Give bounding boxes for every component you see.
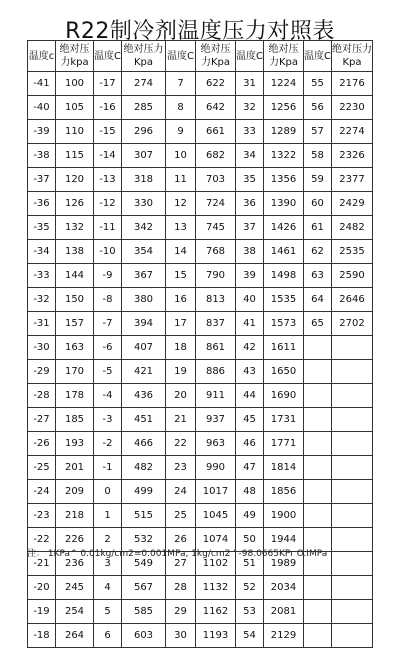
- pressure-cell: 185: [56, 408, 94, 432]
- pressure-cell: 2176: [332, 72, 373, 96]
- temperature-cell: 37: [236, 216, 264, 240]
- temperature-cell: -36: [28, 192, 56, 216]
- pressure-cell: 2081: [264, 600, 304, 624]
- pressure-cell: 367: [122, 264, 166, 288]
- temperature-cell: -25: [28, 456, 56, 480]
- temperature-cell: -2: [94, 432, 122, 456]
- pressure-cell: 150: [56, 288, 94, 312]
- pressure-cell: 254: [56, 600, 94, 624]
- pressure-cell: [332, 504, 373, 528]
- header-temperature: 温度C: [166, 41, 196, 72]
- temperature-cell: 60: [304, 192, 332, 216]
- table-row: [28, 264, 373, 288]
- pressure-cell: 296: [122, 120, 166, 144]
- pressure-cell: 790: [196, 264, 236, 288]
- temperature-cell: 35: [236, 168, 264, 192]
- header-temperature: 温度C: [236, 41, 264, 72]
- pressure-cell: 937: [196, 408, 236, 432]
- temperature-cell: 4: [94, 576, 122, 600]
- pressure-cell: 226: [56, 528, 94, 552]
- temperature-cell: -29: [28, 360, 56, 384]
- temperature-cell: -11: [94, 216, 122, 240]
- table-row: [28, 288, 373, 312]
- temperature-cell: -27: [28, 408, 56, 432]
- header-temperature: 温度C: [304, 41, 332, 72]
- pressure-cell: 193: [56, 432, 94, 456]
- pressure-cell: 1132: [196, 576, 236, 600]
- temperature-cell: -41: [28, 72, 56, 96]
- footnote: 注： 1KPa^ 0.01kg/cm2=0.001MPa, 1kg/cm2 ' -98.0665KPr O.IMPa: [27, 549, 328, 559]
- pressure-cell: 2129: [264, 624, 304, 648]
- pressure-cell: 911: [196, 384, 236, 408]
- table-row: [28, 432, 373, 456]
- pressure-cell: [332, 408, 373, 432]
- pressure-cell: 285: [122, 96, 166, 120]
- pressure-cell: 1162: [196, 600, 236, 624]
- temperature-cell: [304, 600, 332, 624]
- pressure-cell: 1102: [196, 552, 236, 576]
- temperature-cell: 15: [166, 264, 196, 288]
- pressure-cell: 100: [56, 72, 94, 96]
- temperature-cell: 62: [304, 240, 332, 264]
- pressure-cell: 2429: [332, 192, 373, 216]
- pressure-cell: 661: [196, 120, 236, 144]
- table-row: [28, 576, 373, 600]
- temperature-cell: 53: [236, 600, 264, 624]
- table-header: [28, 41, 373, 72]
- temperature-cell: 8: [166, 96, 196, 120]
- pressure-cell: 209: [56, 480, 94, 504]
- temperature-cell: -35: [28, 216, 56, 240]
- pressure-cell: 2646: [332, 288, 373, 312]
- temperature-cell: -13: [94, 168, 122, 192]
- header-absolute-pressure: 绝对压力Kpa: [332, 41, 373, 72]
- pressure-cell: 2377: [332, 168, 373, 192]
- temperature-cell: 57: [304, 120, 332, 144]
- pressure-cell: 963: [196, 432, 236, 456]
- pressure-cell: 2034: [264, 576, 304, 600]
- temperature-cell: 33: [236, 120, 264, 144]
- temperature-cell: 63: [304, 264, 332, 288]
- temperature-cell: -21: [28, 552, 56, 576]
- temperature-cell: -5: [94, 360, 122, 384]
- pressure-cell: 703: [196, 168, 236, 192]
- temperature-cell: -12: [94, 192, 122, 216]
- pressure-cell: 1461: [264, 240, 304, 264]
- temperature-cell: 31: [236, 72, 264, 96]
- temperature-cell: 40: [236, 288, 264, 312]
- pressure-cell: 861: [196, 336, 236, 360]
- pressure-cell: 499: [122, 480, 166, 504]
- temperature-cell: 10: [166, 144, 196, 168]
- pressure-cell: 178: [56, 384, 94, 408]
- temperature-cell: 27: [166, 552, 196, 576]
- temperature-cell: -38: [28, 144, 56, 168]
- temperature-cell: -28: [28, 384, 56, 408]
- temperature-cell: 20: [166, 384, 196, 408]
- table-row: [28, 312, 373, 336]
- pressure-cell: 1322: [264, 144, 304, 168]
- temperature-cell: 45: [236, 408, 264, 432]
- pressure-cell: 318: [122, 168, 166, 192]
- pressure-cell: 132: [56, 216, 94, 240]
- temperature-cell: -10: [94, 240, 122, 264]
- pressure-cell: 2482: [332, 216, 373, 240]
- temperature-cell: 19: [166, 360, 196, 384]
- pressure-cell: 1356: [264, 168, 304, 192]
- temperature-cell: -39: [28, 120, 56, 144]
- table-row: [28, 240, 373, 264]
- pressure-cell: [332, 336, 373, 360]
- pressure-cell: 1193: [196, 624, 236, 648]
- pressure-cell: [332, 576, 373, 600]
- header-absolute-pressure: 绝对压力kpa: [56, 41, 94, 72]
- pressure-cell: [332, 432, 373, 456]
- temperature-cell: 44: [236, 384, 264, 408]
- temperature-cell: 56: [304, 96, 332, 120]
- pressure-cell: [332, 384, 373, 408]
- pressure-cell: 274: [122, 72, 166, 96]
- pressure-cell: 421: [122, 360, 166, 384]
- pressure-cell: 603: [122, 624, 166, 648]
- temperature-cell: 1: [94, 504, 122, 528]
- pressure-cell: 436: [122, 384, 166, 408]
- temperature-cell: -3: [94, 408, 122, 432]
- temperature-cell: 6: [94, 624, 122, 648]
- pressure-cell: 1944: [264, 528, 304, 552]
- pressure-cell: 2535: [332, 240, 373, 264]
- pressure-cell: 126: [56, 192, 94, 216]
- pressure-cell: 1289: [264, 120, 304, 144]
- pressure-cell: 515: [122, 504, 166, 528]
- temperature-cell: 64: [304, 288, 332, 312]
- pressure-cell: 886: [196, 360, 236, 384]
- table-row: [28, 216, 373, 240]
- pressure-cell: 218: [56, 504, 94, 528]
- temperature-cell: 46: [236, 432, 264, 456]
- pressure-cell: 170: [56, 360, 94, 384]
- pressure-cell: 407: [122, 336, 166, 360]
- temperature-cell: 59: [304, 168, 332, 192]
- temperature-cell: 2: [94, 528, 122, 552]
- temperature-cell: [304, 408, 332, 432]
- temperature-cell: -30: [28, 336, 56, 360]
- temperature-cell: 17: [166, 312, 196, 336]
- temperature-cell: -31: [28, 312, 56, 336]
- pressure-cell: 2590: [332, 264, 373, 288]
- header-absolute-pressure: 绝对压力Kpa: [264, 41, 304, 72]
- pressure-cell: 115: [56, 144, 94, 168]
- temperature-cell: -33: [28, 264, 56, 288]
- pressure-cell: 138: [56, 240, 94, 264]
- temperature-cell: [304, 504, 332, 528]
- temperature-cell: 28: [166, 576, 196, 600]
- temperature-cell: [304, 360, 332, 384]
- temperature-cell: 3: [94, 552, 122, 576]
- pressure-cell: 1573: [264, 312, 304, 336]
- temperature-cell: 25: [166, 504, 196, 528]
- temperature-cell: 23: [166, 456, 196, 480]
- table-row: [28, 408, 373, 432]
- temperature-cell: 55: [304, 72, 332, 96]
- pressure-cell: 585: [122, 600, 166, 624]
- temperature-cell: -15: [94, 120, 122, 144]
- temperature-cell: -22: [28, 528, 56, 552]
- pressure-cell: 1690: [264, 384, 304, 408]
- temperature-cell: 14: [166, 240, 196, 264]
- pressure-cell: 1498: [264, 264, 304, 288]
- temperature-cell: 34: [236, 144, 264, 168]
- pressure-cell: 1814: [264, 456, 304, 480]
- table-body: [28, 72, 373, 648]
- temperature-cell: [304, 384, 332, 408]
- pressure-cell: 837: [196, 312, 236, 336]
- pressure-cell: 532: [122, 528, 166, 552]
- pressure-cell: 307: [122, 144, 166, 168]
- table-row: [28, 168, 373, 192]
- temperature-cell: 48: [236, 480, 264, 504]
- table-row: [28, 624, 373, 648]
- pressure-cell: 105: [56, 96, 94, 120]
- pressure-cell: [332, 480, 373, 504]
- temperature-cell: 26: [166, 528, 196, 552]
- temperature-cell: 0: [94, 480, 122, 504]
- table-row: [28, 192, 373, 216]
- temperature-cell: -32: [28, 288, 56, 312]
- pressure-cell: 1045: [196, 504, 236, 528]
- temperature-cell: [304, 480, 332, 504]
- pressure-cell: 354: [122, 240, 166, 264]
- pressure-cell: 2274: [332, 120, 373, 144]
- pressure-cell: 1731: [264, 408, 304, 432]
- temperature-cell: -20: [28, 576, 56, 600]
- temperature-cell: [304, 336, 332, 360]
- temperature-cell: 47: [236, 456, 264, 480]
- table-row: [28, 600, 373, 624]
- temperature-cell: [304, 456, 332, 480]
- temperature-cell: 61: [304, 216, 332, 240]
- pressure-cell: 2702: [332, 312, 373, 336]
- pressure-cell: 2326: [332, 144, 373, 168]
- temperature-cell: -17: [94, 72, 122, 96]
- pressure-cell: 1256: [264, 96, 304, 120]
- pressure-cell: 813: [196, 288, 236, 312]
- pressure-cell: 724: [196, 192, 236, 216]
- pressure-cell: 394: [122, 312, 166, 336]
- pressure-cell: 236: [56, 552, 94, 576]
- pressure-cell: 622: [196, 72, 236, 96]
- pressure-cell: 642: [196, 96, 236, 120]
- pressure-cell: 466: [122, 432, 166, 456]
- pressure-cell: 144: [56, 264, 94, 288]
- temperature-cell: 22: [166, 432, 196, 456]
- pressure-cell: 1900: [264, 504, 304, 528]
- temperature-cell: -6: [94, 336, 122, 360]
- temperature-cell: -4: [94, 384, 122, 408]
- pressure-cell: 163: [56, 336, 94, 360]
- table-row: [28, 480, 373, 504]
- temperature-cell: -26: [28, 432, 56, 456]
- temperature-cell: 7: [166, 72, 196, 96]
- pressure-cell: 1650: [264, 360, 304, 384]
- temperature-cell: 12: [166, 192, 196, 216]
- pressure-cell: 745: [196, 216, 236, 240]
- pressure-cell: 264: [56, 624, 94, 648]
- pressure-cell: 682: [196, 144, 236, 168]
- pressure-cell: 1989: [264, 552, 304, 576]
- header-temperature: 温度C: [94, 41, 122, 72]
- pressure-cell: 201: [56, 456, 94, 480]
- pressure-cell: [332, 360, 373, 384]
- pressure-cell: 549: [122, 552, 166, 576]
- temperature-cell: 21: [166, 408, 196, 432]
- temperature-cell: 32: [236, 96, 264, 120]
- temperature-cell: 29: [166, 600, 196, 624]
- pressure-cell: 245: [56, 576, 94, 600]
- table-row: [28, 384, 373, 408]
- header-absolute-pressure: 绝对压力Kpa: [196, 41, 236, 72]
- table-row: [28, 504, 373, 528]
- temperature-cell: -1: [94, 456, 122, 480]
- pressure-cell: 567: [122, 576, 166, 600]
- pressure-cell: 1856: [264, 480, 304, 504]
- temperature-cell: 24: [166, 480, 196, 504]
- temperature-cell: [304, 432, 332, 456]
- table-row: [28, 456, 373, 480]
- temperature-cell: -18: [28, 624, 56, 648]
- temperature-cell: 11: [166, 168, 196, 192]
- table-row: [28, 360, 373, 384]
- temperature-cell: 36: [236, 192, 264, 216]
- temperature-cell: 65: [304, 312, 332, 336]
- table-row: [28, 72, 373, 96]
- pressure-cell: 1017: [196, 480, 236, 504]
- pressure-cell: [332, 600, 373, 624]
- temperature-cell: -19: [28, 600, 56, 624]
- pressure-cell: 1426: [264, 216, 304, 240]
- pressure-cell: 1074: [196, 528, 236, 552]
- temperature-cell: 54: [236, 624, 264, 648]
- temperature-cell: -16: [94, 96, 122, 120]
- page-title: R22制冷剂温度压力对照表: [65, 19, 335, 44]
- temperature-cell: -34: [28, 240, 56, 264]
- temperature-cell: 30: [166, 624, 196, 648]
- temperature-cell: 43: [236, 360, 264, 384]
- temperature-cell: -23: [28, 504, 56, 528]
- pressure-cell: 768: [196, 240, 236, 264]
- temperature-cell: 5: [94, 600, 122, 624]
- temperature-cell: -37: [28, 168, 56, 192]
- pressure-cell: 2230: [332, 96, 373, 120]
- pressure-cell: 110: [56, 120, 94, 144]
- temperature-cell: -14: [94, 144, 122, 168]
- temperature-cell: 52: [236, 576, 264, 600]
- temperature-cell: -7: [94, 312, 122, 336]
- pressure-cell: 451: [122, 408, 166, 432]
- temperature-cell: 50: [236, 528, 264, 552]
- temperature-cell: -9: [94, 264, 122, 288]
- table-row: [28, 96, 373, 120]
- pressure-cell: 1390: [264, 192, 304, 216]
- pressure-cell: [332, 624, 373, 648]
- pressure-cell: 1611: [264, 336, 304, 360]
- pressure-cell: 330: [122, 192, 166, 216]
- pressure-cell: 482: [122, 456, 166, 480]
- temperature-cell: 16: [166, 288, 196, 312]
- header-absolute-pressure: 绝对压力Kpa: [122, 41, 166, 72]
- temperature-cell: 39: [236, 264, 264, 288]
- temperature-cell: 18: [166, 336, 196, 360]
- header-row: [28, 41, 373, 72]
- temperature-cell: [304, 624, 332, 648]
- temperature-cell: 9: [166, 120, 196, 144]
- pressure-cell: 380: [122, 288, 166, 312]
- temperature-cell: -40: [28, 96, 56, 120]
- pressure-cell: 1771: [264, 432, 304, 456]
- temperature-cell: 41: [236, 312, 264, 336]
- header-temperature: 温度c: [28, 41, 56, 72]
- pressure-cell: [332, 456, 373, 480]
- pressure-cell: 1535: [264, 288, 304, 312]
- temperature-cell: 58: [304, 144, 332, 168]
- temperature-cell: 13: [166, 216, 196, 240]
- temperature-cell: -8: [94, 288, 122, 312]
- pressure-cell: 1224: [264, 72, 304, 96]
- table-row: [28, 144, 373, 168]
- temperature-cell: 49: [236, 504, 264, 528]
- pressure-cell: 342: [122, 216, 166, 240]
- temperature-cell: [304, 576, 332, 600]
- temperature-cell: -24: [28, 480, 56, 504]
- temperature-cell: 51: [236, 552, 264, 576]
- pressure-cell: 120: [56, 168, 94, 192]
- pressure-cell: 157: [56, 312, 94, 336]
- table-row: [28, 336, 373, 360]
- table-row: [28, 120, 373, 144]
- temperature-cell: 42: [236, 336, 264, 360]
- temperature-cell: 38: [236, 240, 264, 264]
- pressure-cell: 990: [196, 456, 236, 480]
